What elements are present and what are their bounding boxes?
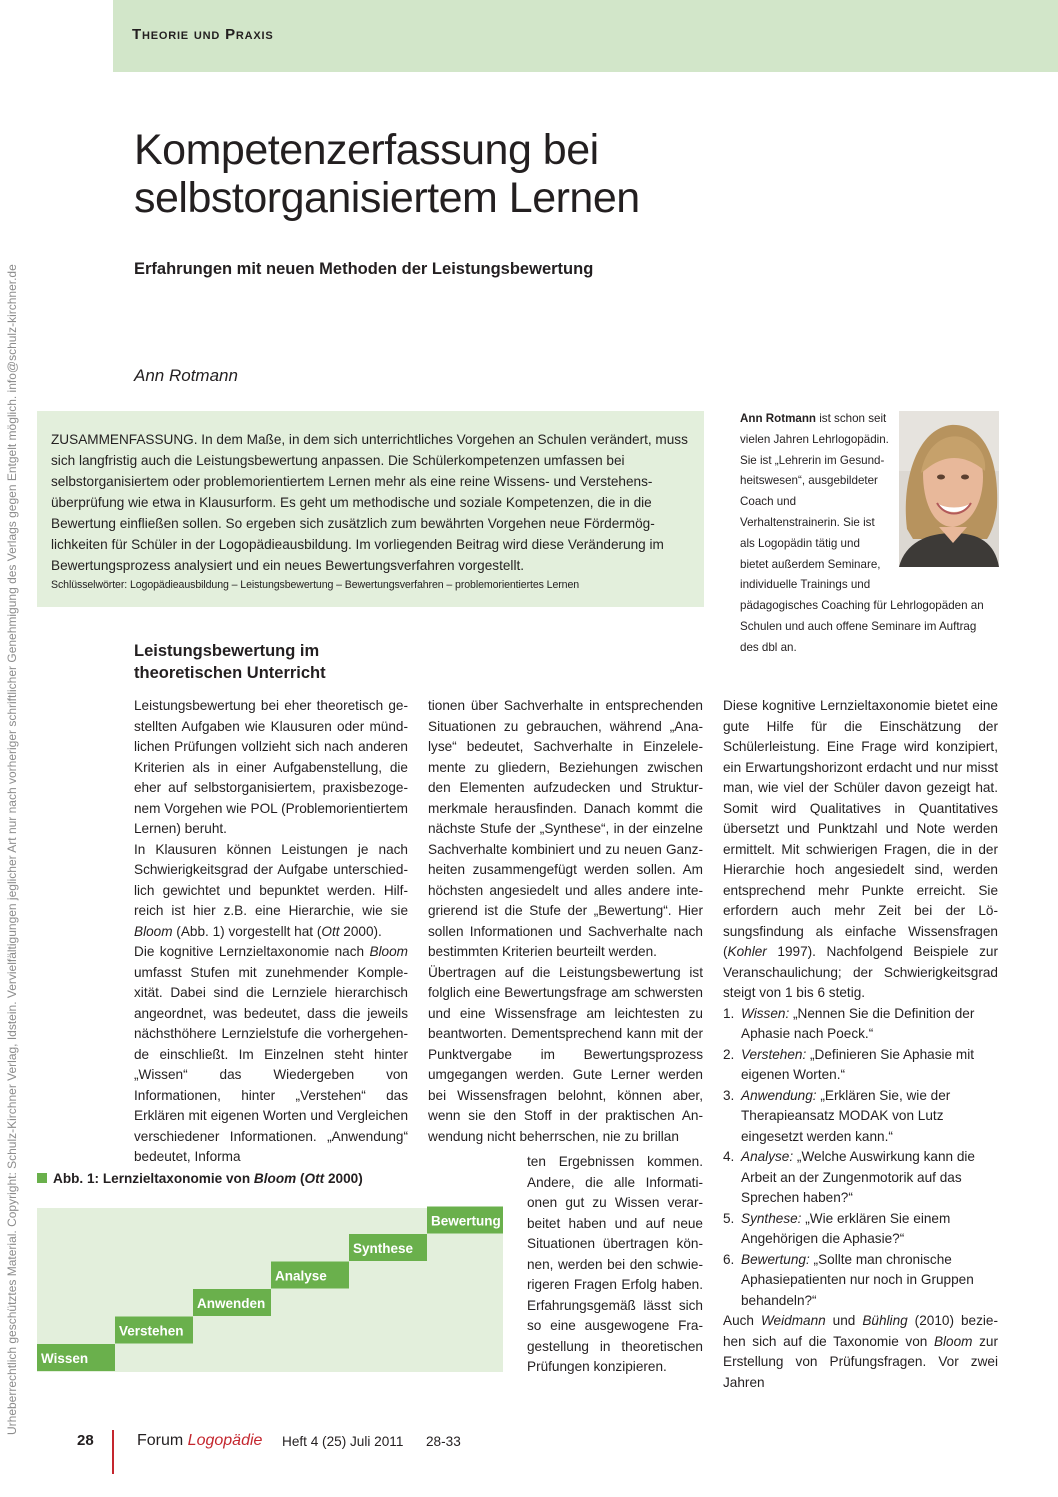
- paragraph: In Klausuren können Leistungen je nach Schwierigkeitsgrad der Aufgabe unterschiedlich gewichtet und bepunktet werden. Hilfreich ist hier z.B. eine Hierarchie, wie sie Bloom (Abb. 1) vorgestellt hat (Ott 2000).: [134, 841, 408, 939]
- journal-issue: Heft 4 (25) Juli 2011: [282, 1434, 404, 1449]
- taxonomy-step-label: Verstehen: [119, 1323, 184, 1339]
- text-column-3: [723, 696, 998, 1393]
- abstract-box: [37, 411, 704, 607]
- paragraph: Übertragen auf die Leistungsbewertung ist folglich eine Bewertungsfrage am schwersten und eine Wissensfrage am leichtesten zu beantworten. Dementsprechend kann mit der Punktvergabe im Bewertungsprozess umgegangen werden. Gute Lerner werden bei Wissensfragen belohnt, können aber, wenn sie den Stoff in der praktischen Anwendung nicht beherrschen, nie zu brillan: [428, 964, 703, 1144]
- footer-divider: [112, 1430, 114, 1474]
- paragraph: tionen über Sachverhalte in entsprechenden Situationen zu gebrauchen, während „Analyse“ bedeutet, Sachverhalte in Einzelelemente zu gliedern, Beziehungen zwischen den Elementen aufzudecken und Strukturmerkmale herausfinden. Danach kommt die nächste Stufe der „Synthese“, in der einzelne Sachverhalte kombiniert und zu neuen Ganzheiten zusammengefügt werden sollen. Am höchsten angesiedelt und alles andere integrierend ist die Stufe der „Bewertung“. Hier sollen Informationen und Sachverhalte nach bestimmten Kriterien beurteilt werden.: [428, 698, 703, 959]
- bio-narrow: [740, 409, 890, 596]
- journal-name: Forum Logopädie: [137, 1432, 263, 1449]
- text-column-2-continued: [527, 1152, 703, 1378]
- text-column-2: [428, 696, 703, 1147]
- paragraph: ten Ergebnissen kommen. Andere, die alle Informationen gut zu Wissen verarbeitet haben und auf neue Situationen übertragen können, werden bei den schwierigeren Fragen Erfolg haben. Erfahrungsgemäß lässt sich so eine ausgewogene Fragestellung in theoretischen Prüfungen konzipieren.: [527, 1154, 703, 1374]
- author-photo: [899, 411, 999, 567]
- section-heading: Leistungsbewertung im theoretischen Unterricht: [134, 642, 326, 682]
- list-item: 4. Analyse: „Welche Auswirkung kann die Arbeit an der Zungenmotorik auf das Sprechen haben?“: [723, 1149, 975, 1205]
- bio-text-2: pädagogisches Coaching für Lehrlogopäden an Schulen und auch offene Seminare im Auftrag des dbl an.: [740, 599, 984, 654]
- list-item: 1. Wissen: „Nennen Sie die Definition der Aphasie nach Poeck.“: [723, 1005, 975, 1041]
- list-item: 3. Anwendung: „Erklären Sie, wie der Therapieansatz MODAK von Lutz eingesetzt werden kann.“: [723, 1087, 951, 1144]
- paragraph: Die kognitive Lernzieltaxonomie nach Bloom umfasst Stufen mit zunehmender Komplexität. Dabei sind die Lernziele hierarchisch angeordnet, was bedeutet, dass die jeweils nächsthöhere Lernzielstufe die vorhergehende einschließt. Im Einzelnen steht hinter „Wissen“ das Wiedergeben von Informationen, hinter „Verstehen“ das Erklären mit eigenen Worten und Vergleichen verschiedener Informationen. „Anwendung“ bedeutet, Informa: [134, 944, 408, 1164]
- taxonomy-step-label: Synthese: [353, 1241, 414, 1256]
- article-author: Ann Rotmann: [134, 366, 238, 385]
- bio-text-1: ist schon seit vielen Jahren Lehrlogopädin. Sie ist „Lehrerin im Gesundheitswesen“, ausgebildeter Coach und Verhaltenstrainerin. Sie ist als Logopädin tätig und bietet außerdem Seminare, individuelle Trainings und: [740, 412, 889, 592]
- article-subtitle: Erfahrungen mit neuen Methoden der Leistungsbewertung: [134, 260, 594, 278]
- bio-name: Ann Rotmann: [740, 412, 816, 425]
- caption-square-icon: [37, 1173, 47, 1183]
- section-label: Theorie und Praxis: [132, 26, 274, 43]
- paragraph: Diese kognitive Lernzieltaxonomie bietet eine gute Hilfe für die Einschätzung der Schülerleistung. Eine Frage wird konzipiert, ein Erwartungshorizont erdacht und nur misst man, wie viel der Schüler davon gezeigt hat. Somit wird Qualitatives in Quantitatives übersetzt und Punktzahl und Note werden ermittelt. Mit schwierigen Fragen, die in der Hierarchie hoch angesiedelt sind, werden entsprechend mehr Punkte erreicht. Sie erfordern auch mehr Zeit bei der Lösungsfindung als einfache Wissensfragen (Kohler 1997). Nachfolgend Beispiele zur Veranschaulichung; der Schwierigkeitsgrad steigt von 1 bis 6 stetig.: [723, 698, 998, 1000]
- paragraph: Auch Weidmann und Bühling (2010) beziehen sich auf die Taxonomie von Bloom zur Erstellung von Prüfungsfragen. Vor zwei Jahren: [723, 1313, 998, 1390]
- title-line-2: selbstorganisiertem Lernen: [134, 174, 640, 222]
- title-line-1: Kompetenzerfassung bei: [134, 126, 599, 174]
- list-item: 6. Bewertung: „Sollte man chronische Aphasiepatienten nur noch in Gruppen behandeln?“: [723, 1251, 974, 1308]
- author-portrait-image: [899, 411, 999, 567]
- page-number: 28: [77, 1432, 94, 1449]
- copyright-notice: Urheberrechtlich geschütztes Material. Copyright: Schulz-Kirchner Verlag, Idstein. Vervielfältigungen jeglicher Art nur nach vorheriger schriftlicher Genehmigung des Verlags gegen Entgelt möglich. info@schulz-kirchner.de: [5, 264, 19, 1435]
- taxonomy-step-label: Bewertung: [431, 1213, 501, 1229]
- list-item: 5. Synthese: „Wie erklären Sie einem Angehörigen die Aphasie?“: [723, 1210, 951, 1246]
- list-item: 2. Verstehen: „Definieren Sie Aphasie mit eigenen Worten.“: [723, 1046, 974, 1082]
- paragraph: Leistungsbewertung bei eher theoretisch gestellten Aufgaben wie Klausuren oder mündlichen Prüfungen vollzieht sich nach anderen Kriterien als in einer Aufgabenstellung, die eher auf selbstorganisiertem, praxisbezogenem Vorgehen wie POL (Problemorientiertem Lernen) beruht.: [134, 698, 408, 836]
- text-column-1: [134, 696, 408, 1168]
- figure-caption: Abb. 1: Lernzieltaxonomie von Bloom (Ott 2000): [37, 1171, 363, 1186]
- abstract-text: ZUSAMMENFASSUNG. In dem Maße, in dem sich unterrichtliches Vorgehen an Schulen verändert, muss sich langfristig auch die Leistungsbewertung anpassen. Die Schülerkompetenzen umfassen bei selbstorganisiertem oder problemorientiertem Lernen mehr als eine reine Wissens- und Verstehensüberprüfung wie etwa in Klausurform. Es geht um methodische und soziale Kompetenzen, die in die Bewertung einfließen sollen. So ergeben sich zusätzlich zum bewährten Vorgehen neue Fördermöglichkeiten für Schüler in der Logopädieausbildung. Im vorliegenden Beitrag wird diese Veränderung im Bewertungsprozess analysiert und ein neues Bewertungsverfahren vorgestellt.: [51, 432, 688, 573]
- example-question-list: [723, 1004, 998, 1312]
- taxonomy-step-label: Anwenden: [197, 1296, 266, 1311]
- taxonomy-step-label: Wissen: [41, 1351, 89, 1366]
- keywords: Schlüsselwörter: Logopädieausbildung – Leistungsbewertung – Bewertungsverfahren – problemorientiertes Lernen: [51, 579, 580, 591]
- taxonomy-step-label: Analyse: [275, 1268, 327, 1284]
- taxonomy-staircase-diagram: [37, 1200, 503, 1372]
- article-title: [134, 126, 694, 222]
- article-pages: 28-33: [426, 1434, 461, 1449]
